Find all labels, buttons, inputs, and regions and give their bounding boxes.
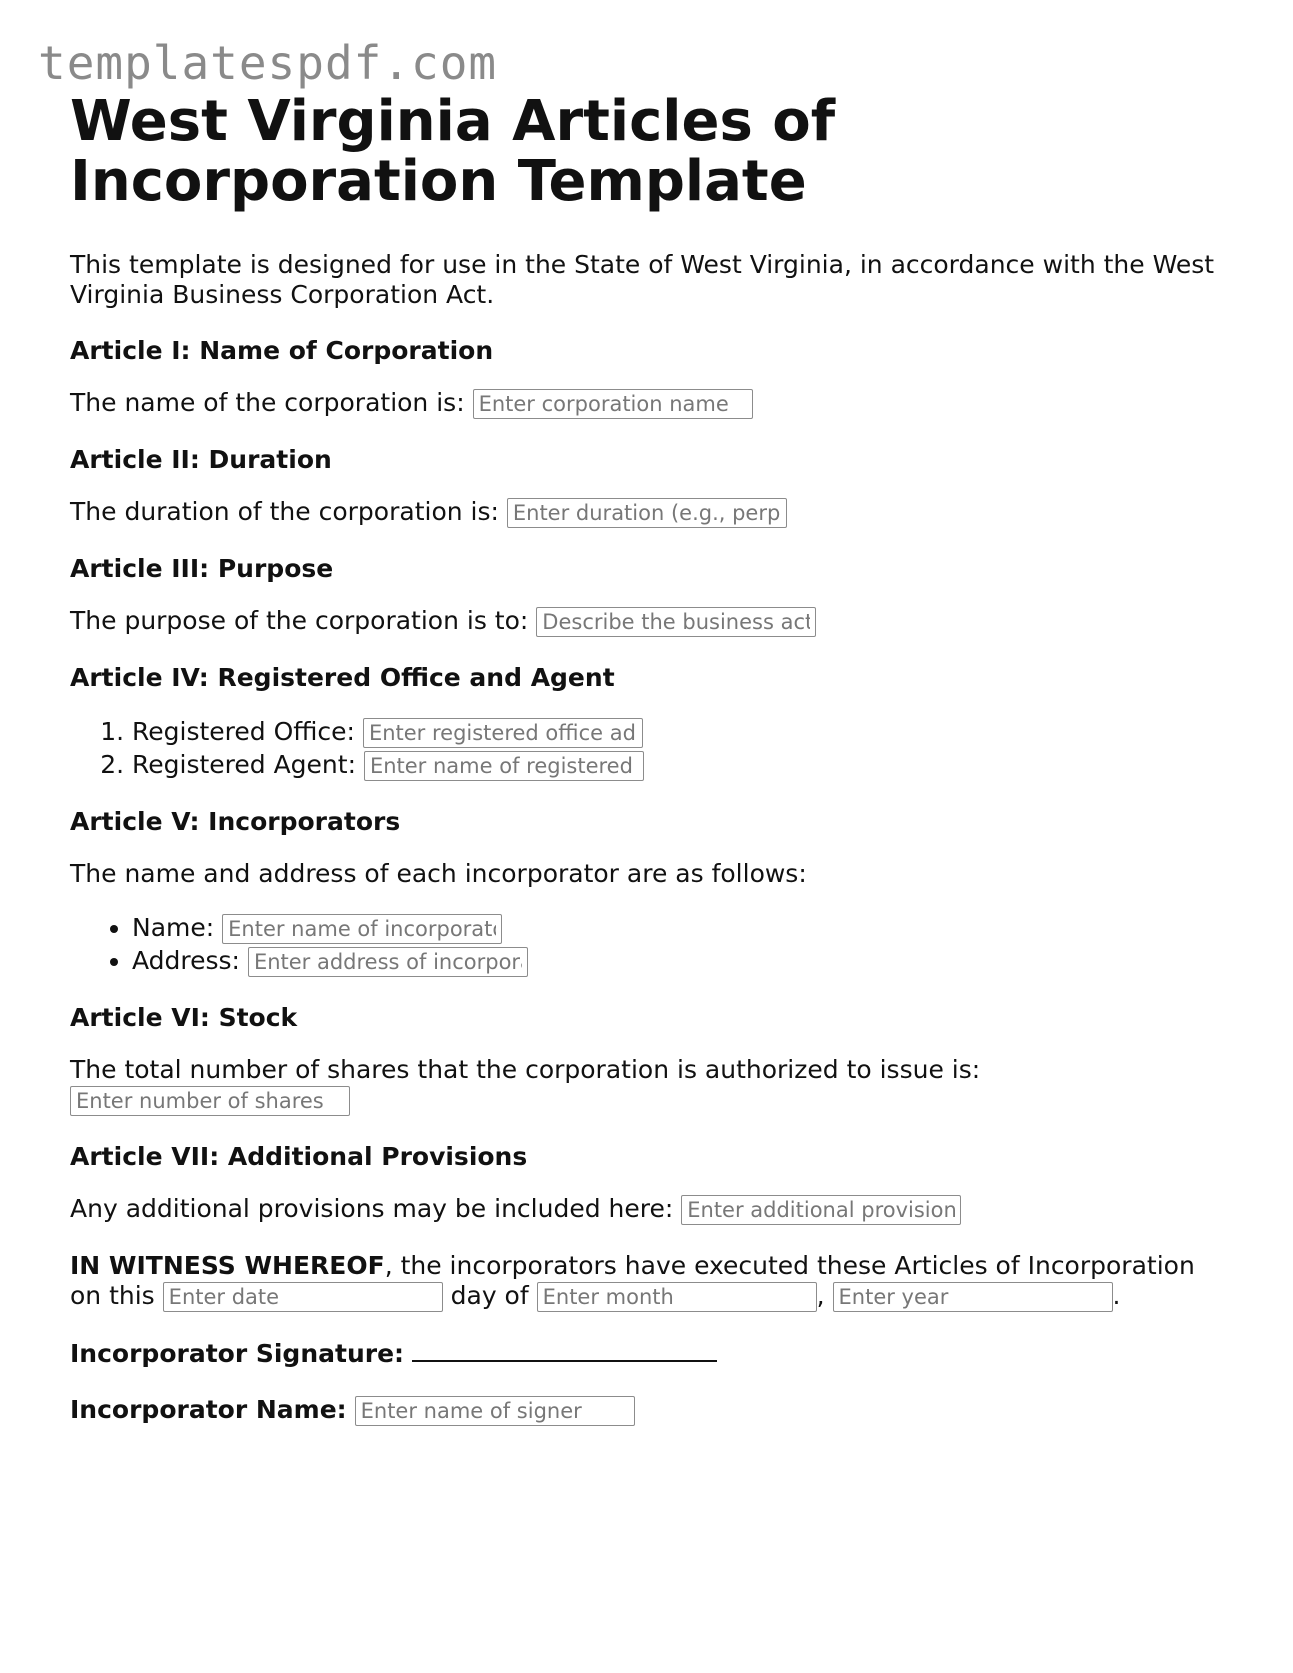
signer-line [70, 1395, 1230, 1426]
article-2-label: The duration of the corporation is: [70, 497, 499, 526]
list-item [132, 944, 1230, 977]
list-item [132, 911, 1230, 944]
incorporator-name-label: Name: [132, 913, 215, 942]
article-7-line [70, 1194, 1230, 1225]
article-6-heading: Article VI: Stock [70, 1003, 298, 1032]
signature-label: Incorporator Signature: [70, 1339, 405, 1368]
registered-office-input[interactable] [363, 718, 643, 748]
incorporator-address-input[interactable] [248, 947, 528, 977]
signature-line [70, 1338, 1230, 1369]
registered-office-label: Registered Office: [132, 717, 355, 746]
article-6-label: The total number of shares that the corporation is authorized to issue is: [70, 1055, 981, 1084]
witness-text: , the incorporators have executed these Articles of Incorporation on this [70, 1251, 1195, 1310]
signer-name-input[interactable] [355, 1396, 635, 1426]
article-2-line [70, 497, 1230, 528]
article-1-heading: Article I: Name of Corporation [70, 336, 494, 365]
article-3-heading: Article III: Purpose [70, 554, 334, 583]
incorporator-list [70, 911, 1230, 977]
signature-blank [412, 1338, 717, 1362]
article-3-label: The purpose of the corporation is to: [70, 606, 529, 635]
article-5-label: The name and address of each incorporator are as follows: [70, 859, 807, 888]
article-1-line [70, 388, 1230, 419]
year-input[interactable] [833, 1282, 1113, 1312]
list-item [132, 748, 1230, 781]
additional-provisions-input[interactable] [681, 1195, 961, 1225]
purpose-input[interactable] [536, 607, 816, 637]
article-6-line [70, 1055, 1230, 1116]
day-of-text: day of [450, 1281, 529, 1310]
registered-agent-label: Registered Agent: [132, 750, 356, 779]
incorporator-name-input[interactable] [222, 914, 502, 944]
page-title: West Virginia Articles of Incorporation Template [70, 89, 836, 214]
intro-text: This template is designed for use in the State of West Virginia, in accordance with the West Virginia Business Corporation Act. [70, 250, 1215, 309]
period-text: . [1112, 1281, 1121, 1310]
article-4-heading: Article IV: Registered Office and Agent [70, 663, 615, 692]
article-7-label: Any additional provisions may be included here: [70, 1194, 674, 1223]
registered-agent-input[interactable] [364, 751, 644, 781]
article-2-heading: Article II: Duration [70, 445, 332, 474]
duration-input[interactable] [507, 498, 787, 528]
corporation-name-input[interactable] [473, 389, 753, 419]
article-1-label: The name of the corporation is: [70, 388, 465, 417]
article-5-heading: Article V: Incorporators [70, 807, 401, 836]
article-3-line [70, 606, 1230, 637]
comma-text: , [816, 1281, 825, 1310]
watermark: templatespdf.com [38, 36, 498, 90]
witness-paragraph [70, 1251, 1230, 1312]
date-input[interactable] [163, 1282, 443, 1312]
shares-input[interactable] [70, 1086, 350, 1116]
document [70, 89, 1230, 1426]
month-input[interactable] [537, 1282, 817, 1312]
article-7-heading: Article VII: Additional Provisions [70, 1142, 528, 1171]
signer-label: Incorporator Name: [70, 1395, 347, 1424]
list-item [132, 715, 1230, 748]
incorporator-address-label: Address: [132, 946, 240, 975]
registered-list [70, 715, 1230, 781]
witness-bold: IN WITNESS WHEREOF [70, 1251, 385, 1280]
